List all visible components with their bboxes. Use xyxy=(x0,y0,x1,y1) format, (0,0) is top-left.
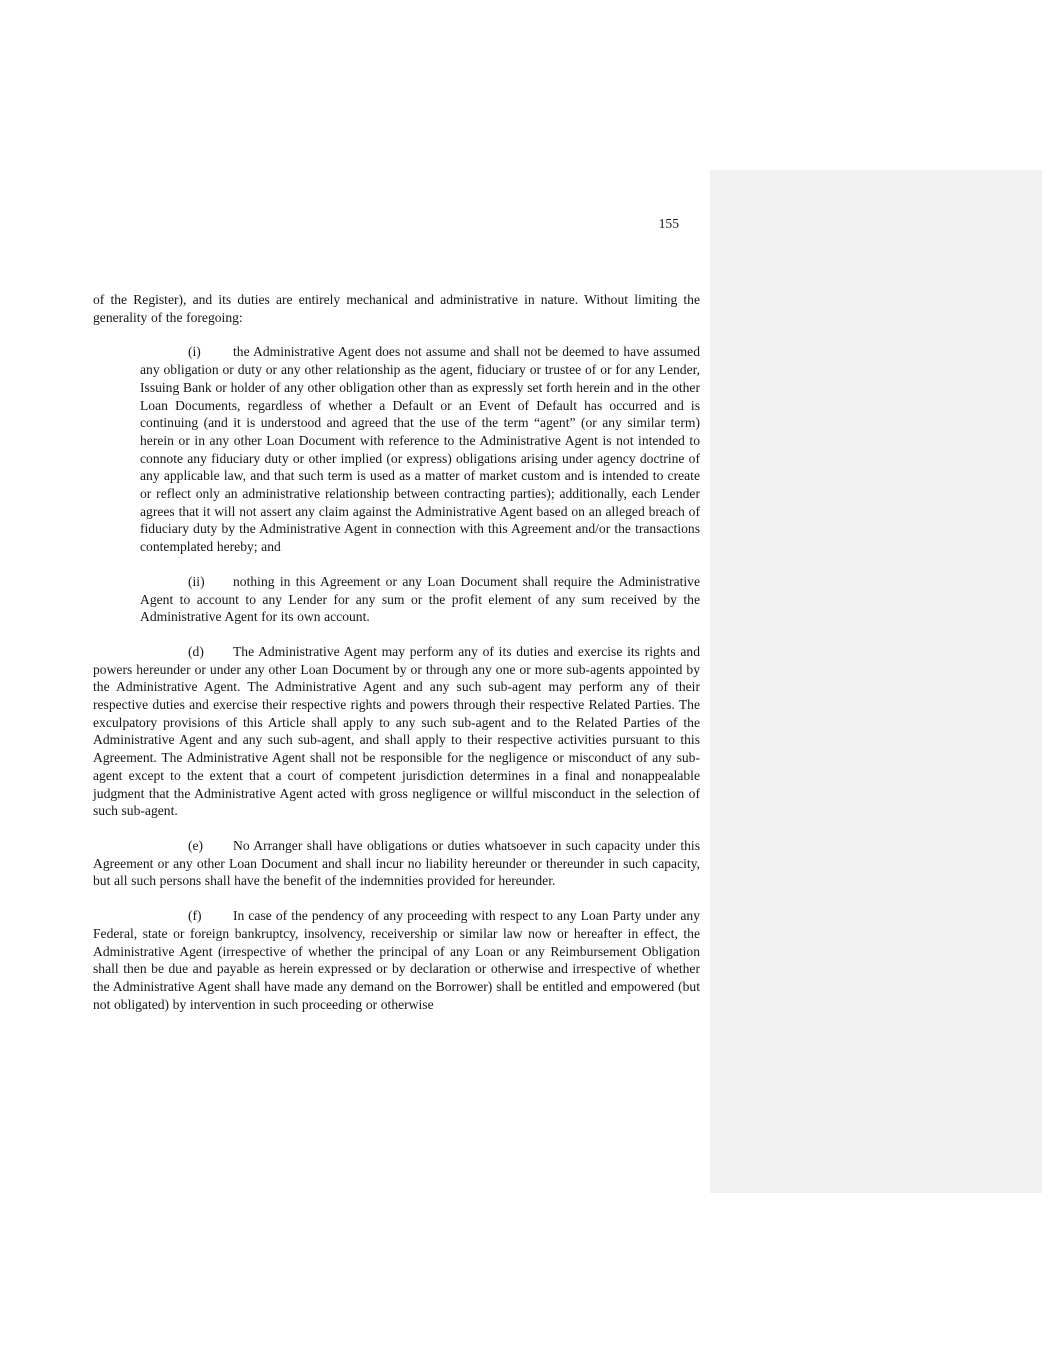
intro-paragraph xyxy=(93,291,700,326)
clause-f xyxy=(93,907,700,1013)
clause-e xyxy=(93,837,700,890)
clause-i xyxy=(140,343,700,555)
clause-f-label: (f) xyxy=(188,908,202,924)
page-content xyxy=(93,291,700,1030)
clause-ii-text: nothing in this Agreement or any Loan Document shall require the Administrative Agent to account to any Lender for any sum or the profit element of any sum received by the Administrative Agent for its own account. xyxy=(140,573,700,625)
clause-f-text: In case of the pendency of any proceeding with respect to any Loan Party under any Federal, state or foreign bankruptcy, insolvency, receivership or similar law now or hereafter in effect, the Administrative Agent (irrespective of whether the principal of any Loan or any Reimbursement Obligation shall then be due and payable as herein expressed or by declaration or otherwise and irrespective of whether the Administrative Agent shall have made any demand on the Borrower) shall be entitled and empowered (but not obligated) by intervention in such proceeding or otherwise xyxy=(93,908,700,1012)
clause-d xyxy=(93,643,700,820)
clause-i-label: (i) xyxy=(188,344,201,360)
side-overlay-panel xyxy=(710,170,1042,1193)
intro-paragraph-text: of the Register), and its duties are entirely mechanical and administrative in nature. Without limiting the generality of the foregoing: xyxy=(93,292,700,325)
clause-d-label: (d) xyxy=(188,643,204,659)
clause-ii xyxy=(140,573,700,626)
clause-i-text: the Administrative Agent does not assume and shall not be deemed to have assumed any obligation or duty or any other relationship as the agent, fiduciary or trustee of or for any Lender, Issuing Bank or holder of any other obligation other than as expressly set forth herein and in the other Loan Documents, regardless of whether a Default or an Event of Default has occurred and is continuing (and it is understood and agreed that the use of the term “agent” (or any similar term) herein or in any other Loan Document with reference to the Administrative Agent is not intended to connote any fiduciary duty or other implied (or express) obligations arising under agency doctrine of any applicable law, and that such term is used as a matter of market custom and is intended to create or reflect only an administrative relationship between contracting parties); additionally, each Lender agrees that it will not assert any claim against the Administrative Agent based on an alleged breach of fiduciary duty by the Administrative Agent in connection with this Agreement and/or the transactions contemplated hereby; and xyxy=(140,344,700,555)
clause-e-text: No Arranger shall have obligations or duties whatsoever in such capacity under this Agreement or any other Loan Document and shall incur no liability hereunder or thereunder in such capacity, but all such persons shall have the benefit of the indemnities provided for hereunder. xyxy=(93,837,700,889)
clause-d-text: The Administrative Agent may perform any of its duties and exercise its rights and powers hereunder or under any other Loan Document by or through any one or more sub-agents appointed by the Administrative Agent. The Administrative Agent and any such sub-agent may perform any of their respective duties and exercise their respective rights and powers through their respective Related Parties. The exculpatory provisions of this Article shall apply to any such sub-agent and to the Related Parties of the Administrative Agent and any such sub-agent, and shall apply to their respective activities pursuant to this Agreement. The Administrative Agent shall not be responsible for the negligence or misconduct of any sub-agent except to the extent that a court of competent jurisdiction determines in a final and nonappealable judgment that the Administrative Agent acted with gross negligence or willful misconduct in the selection of such sub-agent. xyxy=(93,643,700,819)
page-number: 155 xyxy=(658,216,679,231)
clause-ii-label: (ii) xyxy=(188,573,205,589)
clause-e-label: (e) xyxy=(188,837,204,853)
